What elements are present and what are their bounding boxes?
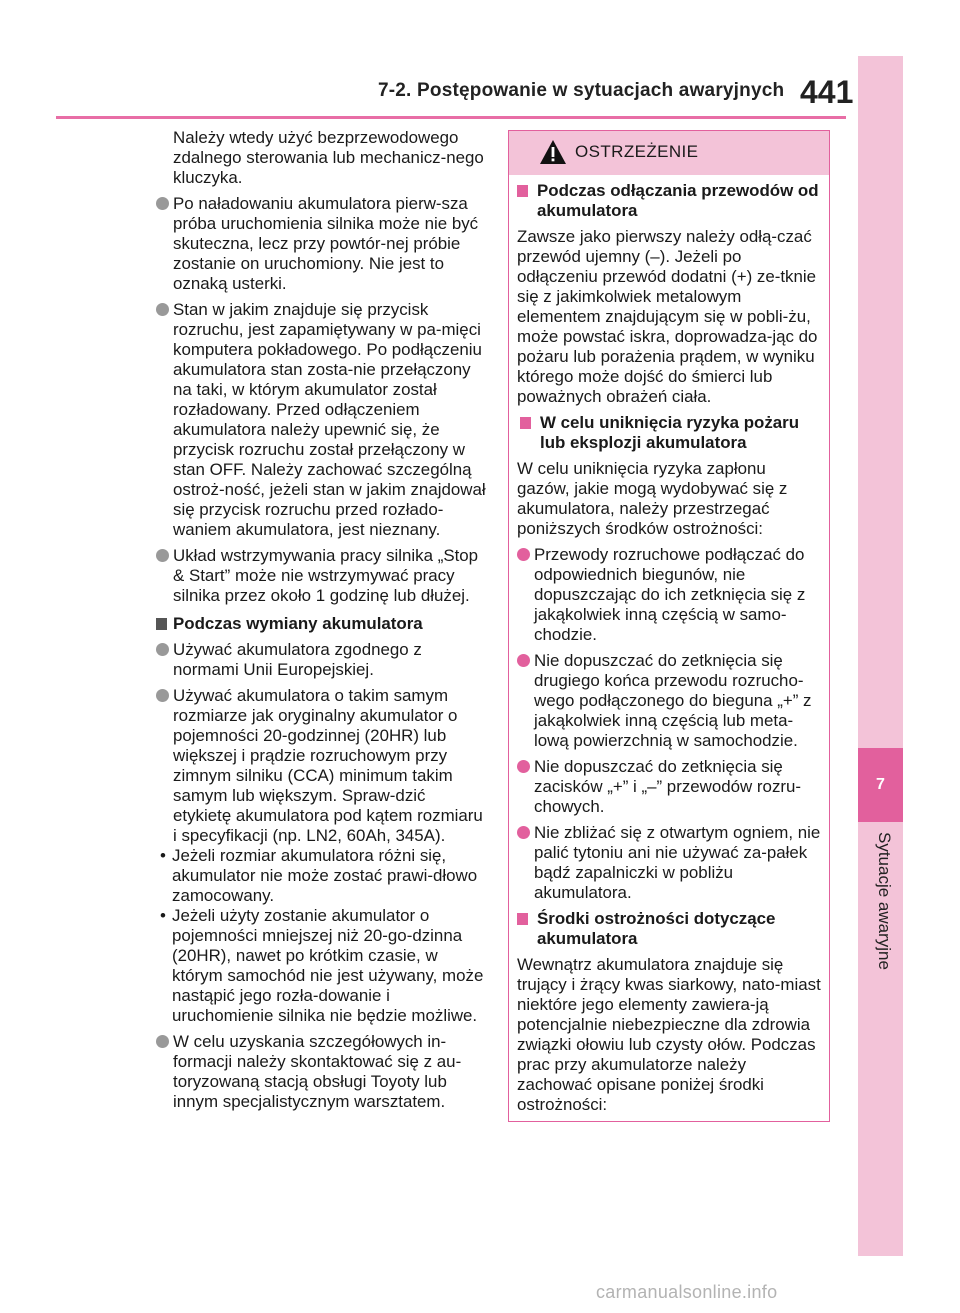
- list-item: Używać akumulatora o takim samym rozmiarze jak oryginalny akumulator o pojemności 20-godzinnej (20HR) lub większej i prądzie rozruchowym przy zimnym silniku (CCA) minimum takim samym lub większym. Spraw-dzić etykietę akumulatora pod kątem rozmiaru i specyfikacji (np. LN2, 60Ah, 345A).: [156, 686, 486, 846]
- warning-body: [509, 175, 829, 1115]
- square-bullet-icon: [517, 913, 528, 925]
- chapter-tab-bar: [858, 56, 903, 1256]
- warning-title: OSTRZEŻENIE: [575, 142, 699, 161]
- intro-text: Należy wtedy użyć bezprzewodowego zdalnego sterowania lub mechanicz-nego kluczyka.: [173, 128, 484, 187]
- square-bullet-icon: [520, 417, 531, 429]
- bullet-icon: [517, 654, 530, 667]
- bullet-icon: [156, 549, 169, 562]
- sub-list-item: • Jeżeli rozmiar akumulatora różni się, akumulator nie może zostać prawi-dłowo zamocowany.: [160, 846, 478, 905]
- list-item: Stan w jakim znajduje się przycisk rozruchu, jest zapamiętywany w pa-mięci komputera pokładowego. Po podłączeniu akumulatora stan zosta-nie przełączony na taki, w którym akumulator został rozładowany. Przed odłączeniem akumulatora należy upewnić się, że przycisk rozruchu został przełączony w stan OFF. Należy zachować szczególną ostroż-ność, jeżeli stan w jakim znajdował się przycisk rozruchu przed rozłado-waniem akumulatora, jest nieznany.: [156, 300, 486, 540]
- list-item: Przewody rozruchowe podłączać do odpowiednich biegunów, nie dopuszczając do ich zetknięcia się z jakąkolwiek inną częścią w samo-chodzie.: [517, 545, 821, 645]
- list-item: W celu uzyskania szczegółowych in-formacji należy skontaktować się z au-toryzowaną stacją obsługi Toyoty lub innym specjalistycznym warsztatem.: [156, 1032, 486, 1112]
- chapter-number: 7: [876, 776, 885, 793]
- paragraph: W celu uniknięcia ryzyka zapłonu gazów, jakie mogą wydobywać się z akumulatora, należy przestrzegać poniższych środków ostrożności:: [517, 459, 788, 538]
- chapter-label: Sytuacje awaryjne: [875, 832, 894, 970]
- warning-box: [508, 130, 830, 1122]
- bullet-icon: [156, 689, 169, 702]
- section-heading: W celu uniknięcia ryzyka pożaru lub eksplozji akumulatora: [520, 413, 821, 453]
- section-heading: Podczas odłączania przewodów od akumulatora: [517, 181, 821, 221]
- section-heading: Środki ostrożności dotyczące akumulatora: [517, 909, 821, 949]
- list-item: Układ wstrzymywania pracy silnika „Stop & Start” może nie wstrzymywać pracy silnika przez około 1 godzinę lub dłużej.: [156, 546, 486, 606]
- bullet-icon: [156, 197, 169, 210]
- page-number: 441: [800, 74, 854, 110]
- watermark: carmanualsonline.info: [596, 1282, 778, 1302]
- chapter-number-tab[interactable]: [858, 748, 903, 822]
- list-item: Nie dopuszczać do zetknięcia się drugiego końca przewodu rozrucho-wego podłączonego do bieguna „+” z jakąkolwiek inną częścią lub meta-lową powierzchnią w samochodzie.: [517, 651, 821, 751]
- bullet-icon: [156, 643, 169, 656]
- warning-triangle-icon: [539, 139, 567, 165]
- list-item: Używać akumulatora zgodnego z normami Unii Europejskiej.: [156, 640, 486, 680]
- section-title: 7-2. Postępowanie w sytuacjach awaryjnych: [378, 80, 785, 101]
- bullet-icon: [156, 303, 169, 316]
- list-item: Nie dopuszczać do zetknięcia się zacisków „+” i „–” przewodów rozru-chowych.: [517, 757, 821, 817]
- paragraph: Zawsze jako pierwszy należy odłą-czać przewód ujemny (–). Jeżeli po odłączeniu przewód dodatni (+) ze-tknie się z jakimkolwiek metalowym elementem znajdującym się w pobli-żu, może powstać iskra, doprowadza-jąc do pożaru lub porażenia prądem, w wyniku którego może dojść do śmierci lub poważnych obrażeń ciała.: [517, 227, 818, 406]
- left-column: [156, 128, 486, 1118]
- bullet-icon: [156, 1035, 169, 1048]
- section-heading: Podczas wymiany akumulatora: [156, 614, 486, 634]
- bullet-icon: [517, 826, 530, 839]
- list-item: Po naładowaniu akumulatora pierw-sza próba uruchomienia silnika może nie być skuteczna, lecz przy powtór-nej próbie zostanie on uruchomiony. Nie jest to oznaką usterki.: [156, 194, 486, 294]
- header-divider: [56, 116, 846, 119]
- square-bullet-icon: [156, 618, 167, 630]
- sub-list-item: • Jeżeli użyty zostanie akumulator o pojemności mniejszej niż 20-go-dzinna (20HR), nawet po krótkim czasie, w którym samochód nie jest używany, może nastąpić jego rozła-dowanie i uruchomienie silnika nie będzie możliwe.: [160, 906, 484, 1025]
- list-item: Nie zbliżać się z otwartym ogniem, nie palić tytoniu ani nie używać za-pałek bądź zapalniczki w pobliżu akumulatora.: [517, 823, 821, 903]
- warning-header: [509, 131, 829, 175]
- small-bullet-icon: •: [160, 906, 166, 925]
- paragraph: Wewnątrz akumulatora znajduje się trujący i żrący kwas siarkowy, nato-miast niektóre jego elementy zawiera-ją potencjalnie niebezpieczne dla zdrowia związki ołowiu lub czysty ołów. Podczas prac przy akumulatorze należy zachować opisane poniżej środki ostrożności:: [517, 955, 821, 1114]
- bullet-icon: [517, 760, 530, 773]
- bullet-icon: [517, 548, 530, 561]
- small-bullet-icon: •: [160, 846, 166, 865]
- square-bullet-icon: [517, 185, 528, 197]
